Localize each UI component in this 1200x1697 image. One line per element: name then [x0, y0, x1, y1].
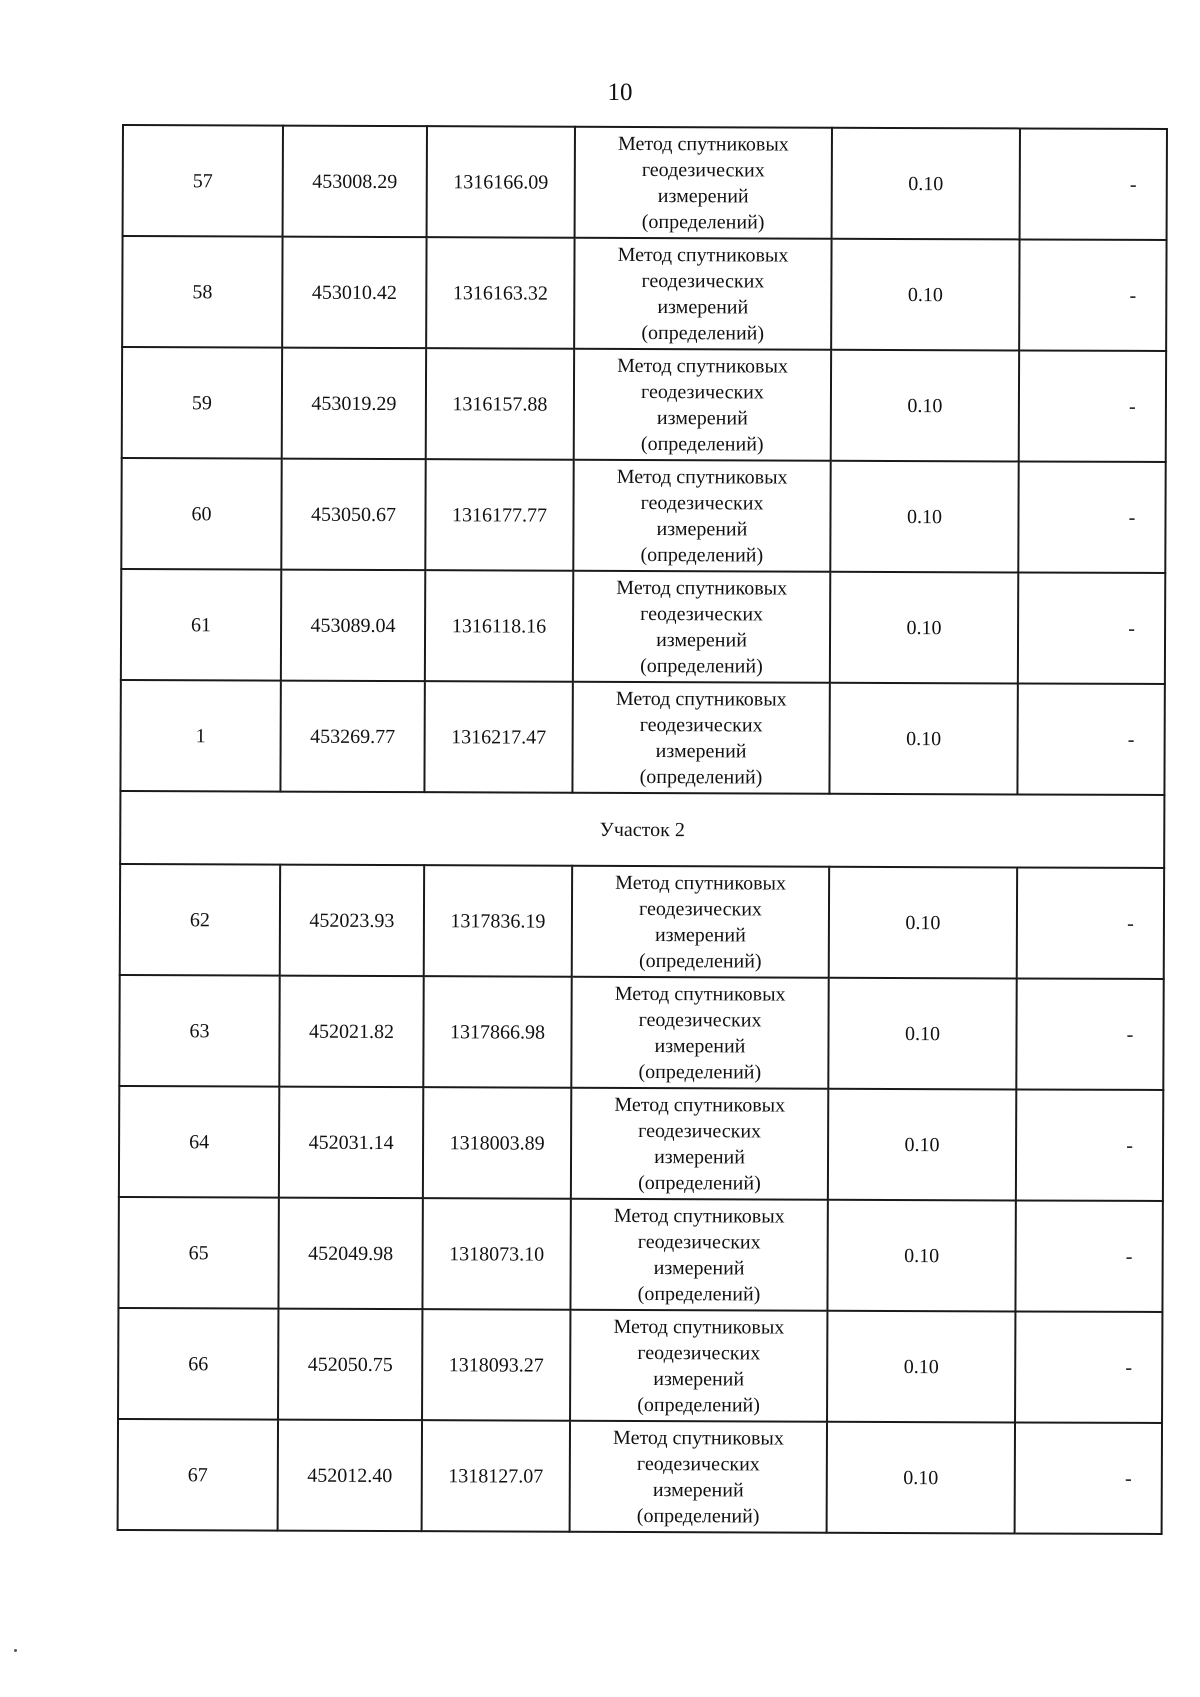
point-number-cell: 67 [118, 1419, 278, 1531]
point-number-cell: 65 [118, 1197, 278, 1309]
y-coordinate-cell: 1318003.89 [423, 1087, 571, 1199]
table-row [119, 1086, 1163, 1201]
x-coordinate-cell: 453050.67 [281, 459, 425, 571]
accuracy-cell: 0.10 [827, 1200, 1015, 1312]
description-value: - [1129, 173, 1137, 196]
accuracy-cell: 0.10 [830, 572, 1018, 684]
x-coordinate-cell: 452012.40 [278, 1420, 422, 1532]
description-value: - [1124, 1467, 1132, 1490]
table-row [120, 864, 1164, 979]
accuracy-cell: 0.10 [829, 683, 1017, 795]
description-cell [1019, 350, 1166, 462]
method-line: геодезических [637, 1230, 761, 1253]
method-line: Метод спутниковых [614, 982, 786, 1006]
accuracy-cell: 0.10 [830, 461, 1018, 573]
method-line: Метод спутниковых [617, 243, 789, 267]
description-cell [1017, 867, 1164, 979]
accuracy-cell: 0.10 [827, 1311, 1015, 1423]
accuracy-cell: 0.10 [827, 1422, 1015, 1534]
point-number-cell: 64 [119, 1086, 279, 1198]
coordinates-table [117, 124, 1168, 1535]
table-row [121, 569, 1165, 684]
method-line: (определений) [636, 1504, 760, 1527]
section-title: Участок 2 [120, 791, 1164, 868]
method-line: измерений [652, 1478, 744, 1501]
x-coordinate-cell: 453019.29 [282, 348, 426, 460]
section-header-row [120, 791, 1164, 868]
accuracy-cell: 0.10 [831, 239, 1019, 351]
method-line: геодезических [636, 1452, 760, 1475]
method-cell [575, 127, 832, 239]
method-line: измерений [656, 406, 748, 429]
description-value: - [1126, 1134, 1133, 1157]
method-cell [573, 460, 830, 572]
description-value: - [1125, 1245, 1133, 1268]
point-number-cell: 61 [121, 569, 281, 681]
table-row [118, 1419, 1162, 1534]
method-line: (определений) [638, 949, 762, 972]
method-line: (определений) [637, 1393, 760, 1416]
point-number-cell: 1 [120, 680, 280, 792]
method-line: измерений [656, 628, 747, 651]
table-row [122, 347, 1166, 462]
description-cell [1018, 461, 1165, 573]
x-coordinate-cell: 452023.93 [280, 865, 424, 977]
method-line: (определений) [641, 321, 765, 344]
scan-speck [14, 1649, 17, 1652]
x-coordinate-cell: 453089.04 [281, 570, 425, 682]
method-cell [573, 571, 830, 683]
table-row [119, 975, 1163, 1090]
method-line: Метод спутниковых [616, 576, 788, 600]
method-line: (определений) [638, 1171, 761, 1194]
y-coordinate-cell: 1318093.27 [422, 1309, 570, 1421]
method-cell [570, 1199, 827, 1311]
y-coordinate-cell: 1316217.47 [424, 681, 572, 793]
method-line: (определений) [639, 765, 763, 788]
point-number-cell: 58 [122, 236, 282, 348]
method-line: измерений [657, 184, 749, 207]
method-line: измерений [656, 517, 748, 540]
description-cell [1015, 1422, 1162, 1534]
y-coordinate-cell: 1317866.98 [423, 976, 571, 1088]
y-coordinate-cell: 1317836.19 [424, 865, 572, 977]
method-line: (определений) [637, 1282, 761, 1305]
description-cell [1019, 239, 1166, 351]
point-number-cell: 60 [121, 458, 281, 570]
method-line: измерений [655, 739, 747, 762]
method-line: измерений [654, 1145, 746, 1168]
method-line: Метод спутниковых [617, 132, 789, 156]
method-line: Метод спутниковых [613, 1204, 785, 1228]
x-coordinate-cell: 452049.98 [278, 1198, 422, 1310]
method-line: геодезических [639, 713, 763, 736]
method-line: Метод спутниковых [613, 1315, 785, 1339]
method-line: измерений [654, 923, 746, 946]
method-line: геодезических [640, 602, 764, 625]
method-line: измерений [657, 295, 749, 318]
point-number-cell: 63 [119, 975, 279, 1087]
method-line: геодезических [640, 380, 764, 403]
table-row [121, 458, 1165, 573]
description-cell [1016, 978, 1163, 1090]
description-value: - [1129, 395, 1136, 418]
method-line: Метод спутниковых [613, 1426, 784, 1450]
method-line: геодезических [641, 158, 765, 181]
x-coordinate-cell: 453010.42 [282, 237, 426, 349]
description-value: - [1128, 506, 1136, 529]
point-number-cell: 62 [120, 864, 280, 976]
description-cell [1016, 1089, 1163, 1201]
method-line: (определений) [638, 1060, 762, 1083]
description-cell [1018, 572, 1165, 684]
method-cell [571, 977, 828, 1089]
y-coordinate-cell: 1318127.07 [422, 1420, 570, 1532]
description-cell [1020, 128, 1167, 240]
method-line: (определений) [640, 432, 764, 455]
description-value: - [1128, 617, 1135, 640]
table-row [123, 125, 1167, 240]
description-value: - [1129, 284, 1137, 307]
method-line: Метод спутниковых [616, 465, 788, 489]
accuracy-cell: 0.10 [828, 978, 1016, 1090]
x-coordinate-cell: 452031.14 [279, 1087, 423, 1199]
method-line: геодезических [638, 1008, 762, 1031]
description-cell [1015, 1200, 1162, 1312]
y-coordinate-cell: 1318073.10 [422, 1198, 570, 1310]
y-coordinate-cell: 1316157.88 [426, 348, 574, 460]
method-cell [574, 349, 831, 461]
point-number-cell: 66 [118, 1308, 278, 1420]
y-coordinate-cell: 1316177.77 [425, 459, 573, 571]
y-coordinate-cell: 1316166.09 [427, 126, 575, 238]
y-coordinate-cell: 1316163.32 [426, 237, 574, 349]
table-row [120, 680, 1164, 795]
method-line: Метод спутниковых [615, 871, 787, 895]
description-value: - [1127, 728, 1135, 751]
table-row [122, 236, 1166, 351]
method-cell [572, 866, 829, 978]
description-value: - [1127, 912, 1134, 935]
description-cell [1017, 683, 1164, 795]
method-cell [570, 1310, 827, 1422]
point-number-cell: 59 [122, 347, 282, 459]
method-line: Метод спутниковых [617, 354, 789, 378]
method-cell [570, 1421, 827, 1533]
accuracy-cell: 0.10 [832, 128, 1020, 240]
y-coordinate-cell: 1316118.16 [425, 570, 573, 682]
description-value: - [1125, 1356, 1133, 1379]
method-line: геодезических [637, 1341, 761, 1364]
method-line: (определений) [641, 210, 765, 233]
method-line: измерений [653, 1256, 745, 1279]
method-line: Метод спутниковых [615, 687, 787, 711]
table-row [118, 1197, 1162, 1312]
point-number-cell: 57 [123, 125, 283, 237]
accuracy-cell: 0.10 [831, 350, 1019, 462]
method-line: (определений) [640, 654, 763, 677]
accuracy-cell: 0.10 [828, 1089, 1016, 1201]
x-coordinate-cell: 452050.75 [278, 1309, 422, 1421]
coordinates-table-body [118, 125, 1167, 1534]
description-value: - [1126, 1023, 1134, 1046]
x-coordinate-cell: 453008.29 [283, 126, 427, 238]
table-row [118, 1308, 1162, 1423]
method-cell [571, 1088, 828, 1200]
method-line: измерений [654, 1034, 746, 1057]
method-line: геодезических [641, 269, 765, 292]
method-line: геодезических [640, 491, 764, 514]
page-number: 10 [607, 79, 633, 106]
method-cell [574, 238, 831, 350]
description-cell [1015, 1311, 1162, 1423]
method-line: геодезических [638, 1119, 762, 1142]
method-cell [572, 682, 829, 794]
x-coordinate-cell: 453269.77 [280, 681, 424, 793]
method-line: Метод спутниковых [614, 1093, 786, 1117]
method-line: измерений [653, 1367, 745, 1390]
accuracy-cell: 0.10 [829, 867, 1017, 979]
method-line: геодезических [639, 897, 762, 920]
x-coordinate-cell: 452021.82 [279, 976, 423, 1088]
method-line: (определений) [640, 543, 764, 566]
